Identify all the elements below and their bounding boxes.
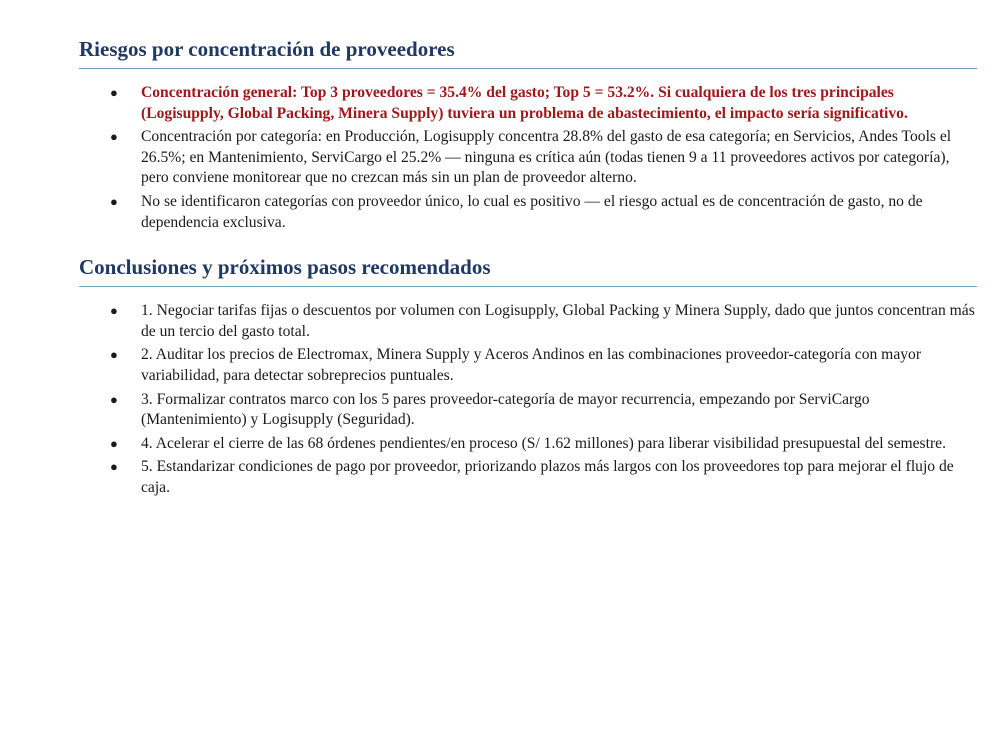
risks-list (79, 83, 977, 233)
bullet-icon: ● (110, 193, 118, 209)
list-item (79, 301, 977, 342)
bullet-icon: ● (110, 303, 118, 319)
list-item (79, 127, 977, 189)
list-item-text: 1. Negociar tarifas fijas o descuentos por volumen con Logisupply, Global Packing y Minera Supply, dado que juntos concentran más de un tercio del gasto total. (141, 302, 975, 340)
bullet-icon: ● (110, 435, 118, 451)
risks-heading: Riesgos por concentración de proveedores (79, 36, 977, 69)
conclusions-section (79, 254, 977, 498)
conclusions-heading: Conclusiones y próximos pasos recomendados (79, 254, 977, 287)
list-item-text: 3. Formalizar contratos marco con los 5 pares proveedor-categoría de mayor recurrencia, empezando por ServiCargo (Mantenimiento) y Logisupply (Seguridad). (141, 390, 870, 429)
list-item (79, 457, 977, 498)
list-item-text: Concentración general: Top 3 proveedores = 35.4% del gasto; Top 5 = 53.2%. Si cualquiera de los tres principales (Logisupply, Global Packing, Minera Supply) tuviera un problema de abastecimiento, el impacto sería significativo. (141, 84, 908, 122)
risks-section (79, 36, 977, 233)
list-item (79, 83, 977, 124)
list-item-text: 4. Acelerar el cierre de las 68 órdenes pendientes/en proceso (S/ 1.62 millones) para liberar visibilidad presupuestal del semestre. (141, 434, 946, 452)
list-item (79, 434, 977, 455)
list-item-text: 5. Estandarizar condiciones de pago por proveedor, priorizando plazos más largos con los proveedores top para mejorar el flujo de caja. (141, 458, 954, 496)
list-item (79, 390, 977, 431)
bullet-icon: ● (110, 129, 118, 145)
conclusions-list (79, 301, 977, 498)
list-item-text: No se identificaron categorías con proveedor único, lo cual es positivo — el riesgo actual es de concentración de gasto, no de dependencia exclusiva. (141, 192, 923, 231)
list-item (79, 345, 977, 386)
bullet-icon: ● (110, 85, 118, 100)
list-item-text: Concentración por categoría: en Producción, Logisupply concentra 28.8% del gasto de esa categoría; en Servicios, Andes Tools el 26.5%; en Mantenimiento, ServiCargo el 25.2% — ninguna es crítica aún (todas tienen 9 a 11 proveedores activos por categoría), pero conviene monitorear que no crezcan más sin un plan de proveedor alterno. (141, 128, 952, 187)
list-item-text: 2. Auditar los precios de Electromax, Minera Supply y Aceros Andinos en las combinaciones proveedor-categoría con mayor variabilidad, para detectar sobreprecios puntuales. (141, 346, 922, 384)
document-page (79, 36, 977, 502)
list-item (79, 192, 977, 233)
bullet-icon: ● (110, 391, 118, 407)
bullet-icon: ● (110, 347, 118, 363)
bullet-icon: ● (110, 459, 118, 475)
